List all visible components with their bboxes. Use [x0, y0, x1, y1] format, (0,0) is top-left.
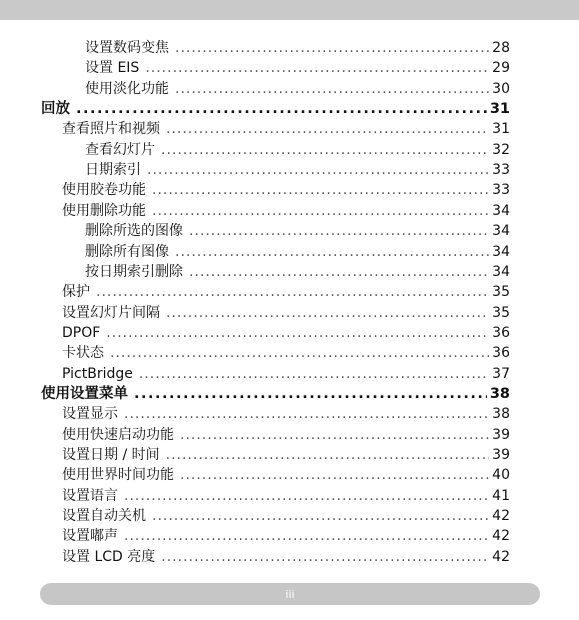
toc-entry-title: 使用快速启动功能 [62, 426, 174, 443]
toc-entry-title: 设置嘟声 [62, 528, 118, 545]
toc-entry-page: 36 [492, 324, 510, 341]
toc-entry[interactable] [62, 282, 510, 302]
toc-entry-title: 设置数码变焦 [85, 40, 169, 56]
toc-entry-title: 保护 [62, 284, 90, 301]
toc-entry-title: 设置语言 [62, 487, 118, 504]
toc-entry[interactable] [62, 526, 510, 546]
toc-entry-title: 设置显示 [62, 406, 118, 423]
toc-leader-dots [124, 404, 489, 424]
toc-chapter-entry[interactable] [41, 384, 510, 404]
toc-leader-dots [152, 180, 489, 200]
toc-entry-title: 使用删除功能 [62, 202, 146, 219]
toc-leader-dots [166, 119, 489, 139]
toc-entry-title: 日期索引 [85, 162, 141, 179]
toc-entry-title: 删除所有图像 [85, 243, 169, 260]
toc-entry[interactable] [62, 465, 510, 485]
toc-leader-dots [180, 425, 489, 445]
toc-leader-dots [145, 58, 489, 78]
toc-entry-title: 删除所选的图像 [85, 223, 183, 240]
toc-entry-page: 41 [492, 487, 510, 504]
toc-leader-dots [161, 140, 489, 160]
toc-entry[interactable] [62, 547, 510, 567]
toc-leader-dots [152, 201, 489, 221]
toc-leader-dots [166, 303, 489, 323]
toc-entry-page: 31 [492, 121, 510, 138]
toc-entry[interactable] [62, 201, 510, 221]
toc-leader-dots [124, 526, 489, 546]
toc-entry-title: 使用淡化功能 [85, 80, 169, 97]
toc-entry-title: 卡状态 [62, 345, 104, 362]
toc-entry[interactable] [62, 303, 510, 323]
toc-entry-title: 回放 [41, 101, 70, 118]
toc-entry-page: 38 [489, 385, 510, 402]
toc-leader-dots [175, 38, 489, 58]
toc-leader-dots [161, 547, 489, 567]
toc-entry-page: 39 [492, 447, 510, 463]
toc-entry-title: PictBridge [62, 365, 133, 382]
toc-entry[interactable] [85, 160, 510, 180]
toc-entry-page: 34 [492, 223, 510, 240]
toc-entry[interactable] [85, 38, 510, 58]
toc-entry[interactable] [62, 119, 510, 139]
toc-entry-page: 31 [489, 101, 510, 118]
toc-entry[interactable] [62, 364, 510, 384]
toc-entry[interactable] [62, 323, 510, 343]
toc-entry-title: 按日期索引删除 [85, 263, 183, 280]
toc-leader-dots [139, 364, 489, 384]
toc-entry-title: 设置 EIS [85, 60, 140, 77]
toc-leader-dots [110, 343, 489, 363]
toc-leader-dots [106, 323, 489, 343]
toc-entry[interactable] [85, 58, 510, 78]
toc-entry[interactable] [62, 506, 510, 526]
toc-entry[interactable] [85, 79, 510, 99]
toc-leader-dots [152, 506, 489, 526]
toc-leader-dots [189, 262, 489, 282]
toc-entry[interactable] [85, 242, 510, 262]
toc-leader-dots [134, 384, 487, 404]
toc-entry-title: 设置幻灯片间隔 [62, 304, 160, 321]
toc-entry-title: 使用设置菜单 [41, 385, 128, 402]
toc-leader-dots [175, 79, 489, 99]
footer-bar [40, 583, 540, 605]
toc-leader-dots [180, 465, 489, 485]
toc-entry-title: 使用胶卷功能 [62, 182, 146, 199]
toc-entry-page: 30 [492, 80, 510, 97]
toc-entry[interactable] [62, 486, 510, 506]
toc-entry-page: 34 [492, 263, 510, 280]
toc-entry-page: 37 [492, 365, 510, 382]
toc-entry-page: 32 [492, 141, 510, 158]
toc-entry-page: 35 [492, 284, 510, 301]
toc-leader-dots [189, 221, 489, 241]
toc-entry-page: 42 [492, 508, 510, 525]
toc-chapter-entry[interactable] [41, 99, 510, 119]
toc-entry-title: 设置 LCD 亮度 [62, 548, 156, 565]
header-bar [0, 0, 579, 20]
toc-entry-page: 38 [492, 406, 510, 423]
toc-entry-page: 33 [492, 182, 510, 199]
toc-leader-dots [175, 242, 489, 262]
toc-entry[interactable] [85, 140, 510, 160]
toc-entry-page: 34 [492, 202, 510, 219]
toc-entry-page: 34 [492, 243, 510, 260]
toc-entry[interactable] [62, 404, 510, 424]
toc-leader-dots [124, 486, 489, 506]
toc-leader-dots [166, 445, 490, 465]
footer-page-number: iii [285, 587, 295, 601]
toc-entry-title: 查看幻灯片 [85, 141, 155, 158]
toc-entry[interactable] [62, 425, 510, 445]
toc-entry-title: 设置日期 / 时间 [62, 447, 160, 463]
toc-entry[interactable] [62, 445, 510, 465]
toc-entry-title: 使用世界时间功能 [62, 467, 174, 484]
toc-leader-dots [147, 160, 489, 180]
toc-entry-title: DPOF [62, 324, 101, 341]
toc-entry-title: 查看照片和视频 [62, 121, 160, 138]
toc-entry-page: 36 [492, 345, 510, 362]
toc-leader-dots [76, 99, 487, 119]
toc-entry[interactable] [85, 262, 510, 282]
toc-leader-dots [96, 282, 489, 302]
toc-entry-page: 39 [492, 426, 510, 443]
toc-entry[interactable] [62, 343, 510, 363]
toc-entry-page: 33 [492, 162, 510, 179]
toc-entry[interactable] [85, 221, 510, 241]
toc-entry[interactable] [62, 180, 510, 200]
toc-entry-title: 设置自动关机 [62, 508, 146, 525]
toc-entry-page: 42 [492, 548, 510, 565]
toc-entry-page: 35 [492, 304, 510, 321]
toc-entry-page: 28 [492, 40, 510, 56]
toc-entry-page: 40 [492, 467, 510, 484]
toc-entry-page: 42 [492, 528, 510, 545]
toc-entry-page: 29 [492, 60, 510, 77]
